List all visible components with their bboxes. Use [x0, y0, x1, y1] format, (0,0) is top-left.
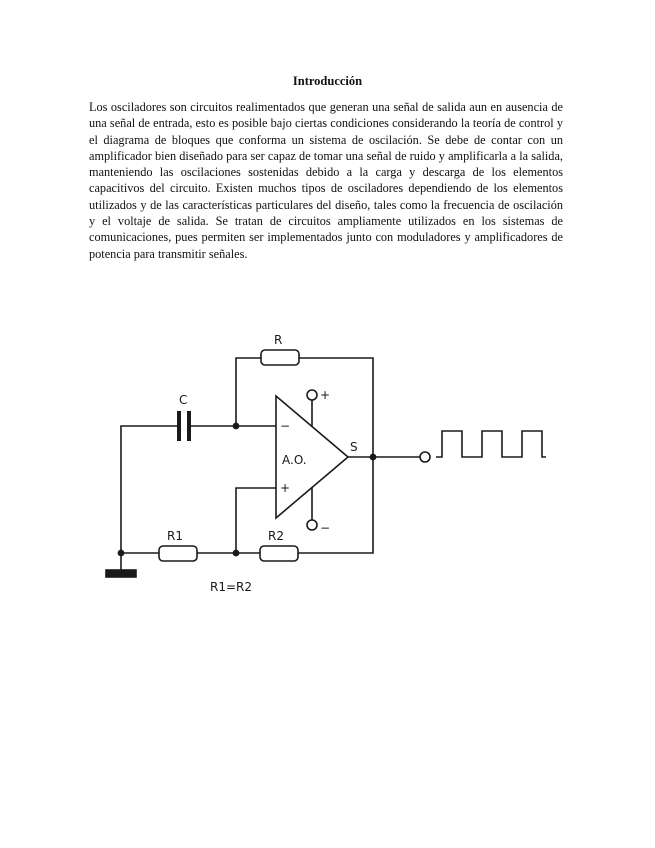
wire-noninverting: [236, 488, 276, 553]
relation-label: R1=R2: [210, 580, 252, 594]
resistor-r-label: R: [274, 333, 283, 347]
plus-supply-label: +: [320, 388, 331, 402]
output-terminal: [420, 452, 430, 462]
capacitor-c-label: C: [179, 393, 188, 407]
resistor-r1-label: R1: [167, 529, 183, 543]
inverting-input-label: −: [280, 419, 291, 433]
page-title: Introducción: [292, 74, 363, 88]
output-label: S: [350, 440, 358, 454]
intro-paragraph: Los osciladores son circuitos realimentados que generan una señal de salida aun en ausencia de una señal de entrada, esto es posible bajo ciertas condiciones considerando la teoría de control y el diagrama de bloques que conforma un sistema de oscilación. Se debe de contar con un amplificador bien diseñado para ser capaz de tomar una señal de ruido y amplificarla a la salida, manteniendo las oscilaciones sostenidas debido a la carga y descarga de los elementos capacitivos del circuito. Existen muchos tipos de osciladores dependiendo de los elementos utilizados y de las características particulares del diseño, tales como la frecuencia de oscilación y el voltaje de salida. Se tratan de circuitos ampliamente utilizados en los sistemas de comunicaciones, pues permiten ser implementados junto con moduladores y amplificadores de potencia para transmitir señales.: [89, 100, 563, 261]
minus-supply-label: −: [320, 521, 331, 535]
capacitor-c-plates: [179, 411, 189, 441]
ground-symbol: [106, 570, 136, 577]
resistor-r2-body: [260, 546, 298, 561]
opamp-label: A.O.: [282, 453, 307, 467]
oscillator-circuit-figure: [86, 310, 566, 620]
minus-supply-terminal: [307, 520, 317, 530]
resistor-r2-label: R2: [268, 529, 284, 543]
noninverting-input-label: +: [280, 481, 291, 495]
resistor-r1-body: [159, 546, 197, 561]
square-wave: [436, 431, 546, 457]
resistor-r-body: [261, 350, 299, 365]
plus-supply-terminal: [307, 390, 317, 400]
wire-feedback-top: [236, 358, 261, 426]
